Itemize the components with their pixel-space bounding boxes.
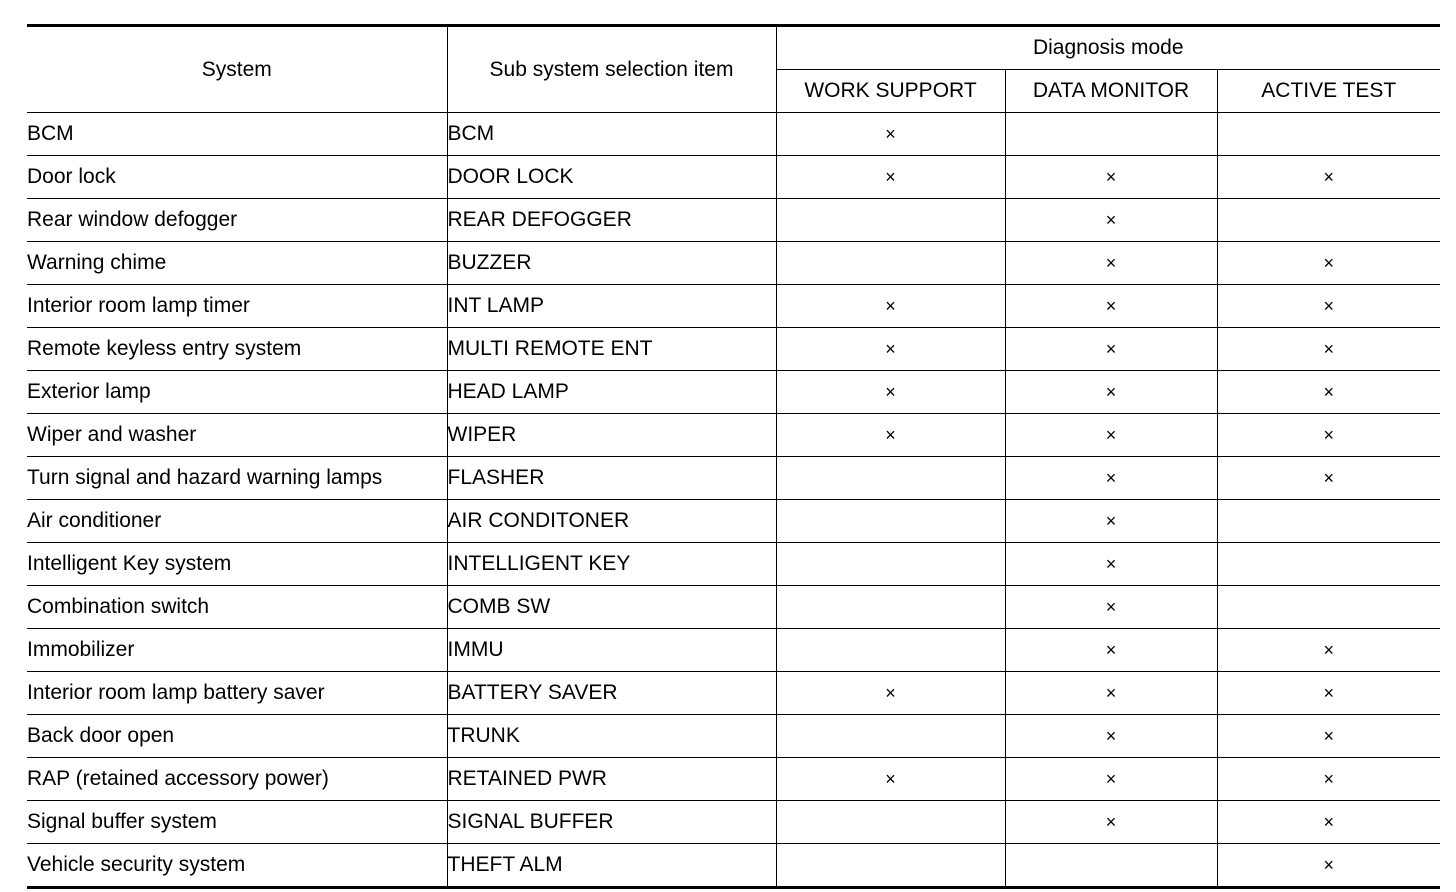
table-row [27, 801, 1440, 844]
work-support-cell [776, 242, 1005, 285]
check-mark-icon: × [885, 338, 896, 359]
active-test-cell [1217, 414, 1440, 457]
data-monitor-cell [1005, 758, 1217, 801]
system-cell: Interior room lamp timer [27, 285, 447, 328]
table-row [27, 758, 1440, 801]
check-mark-icon: × [1105, 295, 1117, 316]
system-cell: RAP (retained accessory power) [27, 758, 447, 801]
work-support-cell [776, 844, 1005, 888]
work-support-cell [776, 457, 1005, 500]
work-support-cell [776, 500, 1005, 543]
active-test-cell [1217, 457, 1440, 500]
data-monitor-cell [1005, 457, 1217, 500]
system-cell: Door lock [27, 156, 447, 199]
work-support-cell [776, 543, 1005, 586]
check-mark-icon: × [1105, 381, 1117, 402]
sub-system-cell: AIR CONDITONER [447, 500, 776, 543]
work-support-cell [776, 113, 1005, 156]
active-test-cell [1217, 672, 1440, 715]
sub-system-cell: IMMU [447, 629, 776, 672]
system-cell: Interior room lamp battery saver [27, 672, 447, 715]
data-monitor-cell [1005, 156, 1217, 199]
system-column-header: System [27, 26, 447, 113]
check-mark-icon: × [1105, 467, 1117, 488]
check-mark-icon: × [885, 424, 896, 445]
check-mark-icon: × [885, 166, 896, 187]
sub-system-cell: SIGNAL BUFFER [447, 801, 776, 844]
data-monitor-cell [1005, 328, 1217, 371]
active-test-cell [1217, 801, 1440, 844]
sub-system-cell: TRUNK [447, 715, 776, 758]
sub-system-cell: INT LAMP [447, 285, 776, 328]
check-mark-icon: × [885, 768, 896, 789]
data-monitor-cell [1005, 500, 1217, 543]
table-row [27, 672, 1440, 715]
table-row [27, 586, 1440, 629]
check-mark-icon: × [1105, 209, 1117, 230]
check-mark-icon: × [1105, 252, 1117, 273]
table-row [27, 414, 1440, 457]
system-cell: Vehicle security system [27, 844, 447, 888]
active-test-column-header: ACTIVE TEST [1217, 70, 1440, 113]
data-monitor-cell [1005, 629, 1217, 672]
work-support-cell [776, 328, 1005, 371]
sub-system-cell: HEAD LAMP [447, 371, 776, 414]
system-cell: Turn signal and hazard warning lamps [27, 457, 447, 500]
sub-system-cell: BATTERY SAVER [447, 672, 776, 715]
active-test-cell [1217, 844, 1440, 888]
check-mark-icon: × [885, 123, 896, 144]
table-body [27, 113, 1440, 888]
check-mark-icon: × [1105, 166, 1117, 187]
header-row-top [27, 26, 1440, 70]
check-mark-icon: × [1105, 639, 1117, 660]
data-monitor-cell [1005, 199, 1217, 242]
work-support-cell [776, 672, 1005, 715]
table-row [27, 844, 1440, 888]
data-monitor-cell [1005, 586, 1217, 629]
work-support-cell [776, 715, 1005, 758]
check-mark-icon: × [1105, 811, 1117, 832]
check-mark-icon: × [1323, 381, 1335, 402]
check-mark-icon: × [1323, 424, 1335, 445]
data-monitor-cell [1005, 715, 1217, 758]
active-test-cell [1217, 156, 1440, 199]
check-mark-icon: × [1105, 510, 1117, 531]
system-cell: Air conditioner [27, 500, 447, 543]
sub-system-cell: BUZZER [447, 242, 776, 285]
data-monitor-cell [1005, 285, 1217, 328]
check-mark-icon: × [1323, 166, 1335, 187]
sub-system-cell: RETAINED PWR [447, 758, 776, 801]
data-monitor-cell [1005, 844, 1217, 888]
system-cell: BCM [27, 113, 447, 156]
active-test-cell [1217, 758, 1440, 801]
table-row [27, 242, 1440, 285]
active-test-cell [1217, 199, 1440, 242]
work-support-cell [776, 371, 1005, 414]
work-support-cell [776, 285, 1005, 328]
system-cell: Exterior lamp [27, 371, 447, 414]
data-monitor-cell [1005, 242, 1217, 285]
work-support-cell [776, 801, 1005, 844]
check-mark-icon: × [1105, 424, 1117, 445]
active-test-cell [1217, 629, 1440, 672]
system-cell: Rear window defogger [27, 199, 447, 242]
system-cell: Wiper and washer [27, 414, 447, 457]
active-test-cell [1217, 242, 1440, 285]
table-row [27, 371, 1440, 414]
table-row [27, 500, 1440, 543]
check-mark-icon: × [1323, 725, 1335, 746]
check-mark-icon: × [1323, 768, 1335, 789]
check-mark-icon: × [1323, 811, 1335, 832]
work-support-cell [776, 586, 1005, 629]
table-row [27, 113, 1440, 156]
sub-system-cell: FLASHER [447, 457, 776, 500]
system-cell: Signal buffer system [27, 801, 447, 844]
system-cell: Immobilizer [27, 629, 447, 672]
data-monitor-cell [1005, 543, 1217, 586]
diagnosis-mode-table [27, 24, 1440, 889]
table-row [27, 715, 1440, 758]
check-mark-icon: × [885, 295, 896, 316]
data-monitor-cell [1005, 113, 1217, 156]
active-test-cell [1217, 500, 1440, 543]
work-support-cell [776, 156, 1005, 199]
sub-system-cell: THEFT ALM [447, 844, 776, 888]
data-monitor-cell [1005, 414, 1217, 457]
table-row [27, 629, 1440, 672]
work-support-cell [776, 629, 1005, 672]
diagnosis-mode-header: Diagnosis mode [776, 26, 1440, 70]
check-mark-icon: × [1323, 338, 1335, 359]
sub-system-cell: DOOR LOCK [447, 156, 776, 199]
system-cell: Back door open [27, 715, 447, 758]
sub-system-column-header: Sub system selection item [447, 26, 776, 113]
active-test-cell [1217, 715, 1440, 758]
sub-system-cell: INTELLIGENT KEY [447, 543, 776, 586]
check-mark-icon: × [1105, 338, 1117, 359]
data-monitor-cell [1005, 672, 1217, 715]
active-test-cell [1217, 113, 1440, 156]
active-test-cell [1217, 543, 1440, 586]
system-cell: Remote keyless entry system [27, 328, 447, 371]
check-mark-icon: × [885, 682, 896, 703]
sub-system-cell: REAR DEFOGGER [447, 199, 776, 242]
check-mark-icon: × [1323, 682, 1335, 703]
check-mark-icon: × [1105, 725, 1117, 746]
active-test-cell [1217, 586, 1440, 629]
system-cell: Combination switch [27, 586, 447, 629]
check-mark-icon: × [1323, 639, 1335, 660]
active-test-cell [1217, 285, 1440, 328]
check-mark-icon: × [1105, 596, 1117, 617]
active-test-cell [1217, 328, 1440, 371]
data-monitor-cell [1005, 801, 1217, 844]
sub-system-cell: MULTI REMOTE ENT [447, 328, 776, 371]
sub-system-cell: BCM [447, 113, 776, 156]
table-row [27, 199, 1440, 242]
work-support-column-header: WORK SUPPORT [776, 70, 1005, 113]
system-cell: Warning chime [27, 242, 447, 285]
sub-system-cell: COMB SW [447, 586, 776, 629]
system-cell: Intelligent Key system [27, 543, 447, 586]
diagnosis-table-container [27, 24, 1440, 889]
work-support-cell [776, 414, 1005, 457]
check-mark-icon: × [1323, 252, 1335, 273]
check-mark-icon: × [1323, 854, 1335, 875]
data-monitor-column-header: DATA MONITOR [1005, 70, 1217, 113]
check-mark-icon: × [885, 381, 896, 402]
table-row [27, 543, 1440, 586]
active-test-cell [1217, 371, 1440, 414]
table-row [27, 457, 1440, 500]
table-row [27, 285, 1440, 328]
work-support-cell [776, 758, 1005, 801]
check-mark-icon: × [1105, 768, 1117, 789]
check-mark-icon: × [1105, 682, 1117, 703]
check-mark-icon: × [1323, 295, 1335, 316]
table-row [27, 156, 1440, 199]
check-mark-icon: × [1105, 553, 1117, 574]
table-row [27, 328, 1440, 371]
sub-system-cell: WIPER [447, 414, 776, 457]
work-support-cell [776, 199, 1005, 242]
data-monitor-cell [1005, 371, 1217, 414]
check-mark-icon: × [1323, 467, 1335, 488]
